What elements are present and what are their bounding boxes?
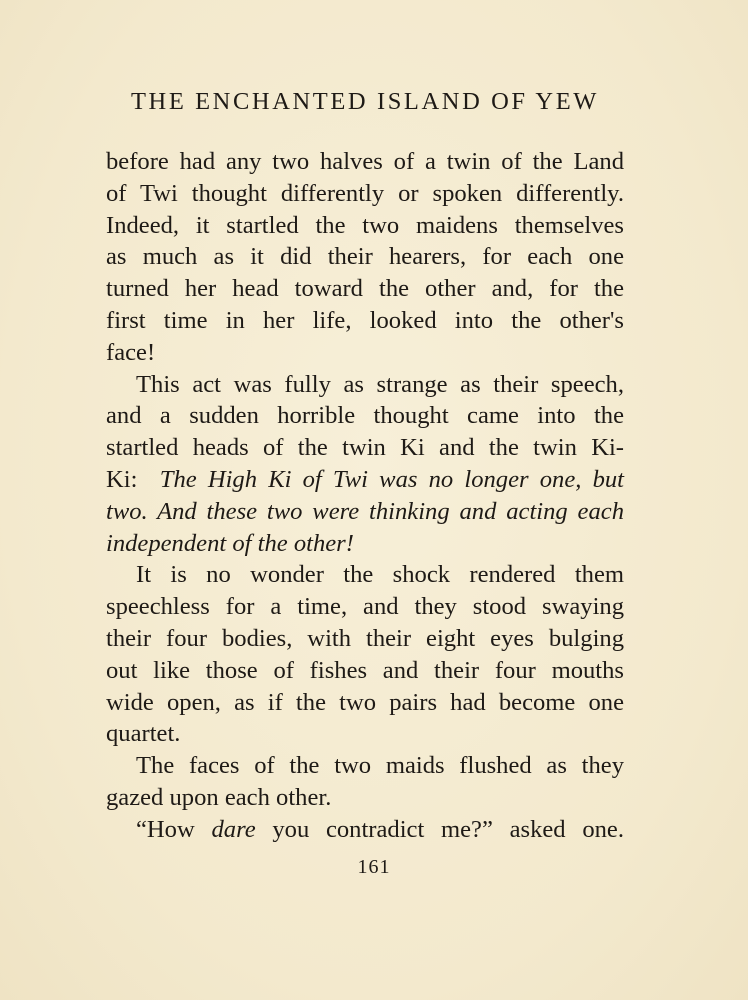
text-line: It is no wonder the shock rendered them (136, 561, 624, 589)
text-line: startled heads of the twin Ki and the twin Ki- (106, 434, 624, 462)
text-line: their four bodies, with their eight eyes bulging (106, 624, 624, 652)
text-fragment: Ki: (106, 465, 138, 493)
text-line (106, 814, 624, 846)
running-head: THE ENCHANTED ISLAND OF YEW (130, 88, 600, 115)
text-line: speechless for a time, and they stood swaying (106, 593, 624, 621)
text-line (106, 464, 624, 496)
text-line: first time in her life, looked into the other's (106, 306, 624, 334)
text-line: out like those of fishes and their four mouths (106, 656, 624, 684)
italic-text-line: independent of the other! (106, 529, 354, 557)
text-line: Indeed, it startled the two maidens themselves (106, 211, 624, 239)
text-line: turned her head toward the other and, for the (106, 275, 624, 303)
text-line: before had any two halves of a twin of the Land (106, 148, 624, 175)
italic-text-line: two. And these two were thinking and acting each (106, 497, 624, 525)
text-fragment: you contradict me?” asked one. (272, 815, 624, 843)
text-line: The faces of the two maids flushed as they (136, 752, 624, 780)
text-line: as much as it did their hearers, for each one (106, 243, 624, 271)
text-line: gazed upon each other. (106, 783, 332, 811)
text-line: quartet. (106, 720, 181, 748)
text-line: face! (106, 338, 156, 366)
italic-text: dare (211, 815, 256, 843)
text-line: This act was fully as strange as their speech, (136, 370, 624, 398)
body-text (106, 146, 624, 846)
text-fragment: “How (136, 815, 195, 843)
text-line: and a sudden horrible thought came into the (106, 402, 624, 430)
page-number: 161 (357, 856, 391, 878)
text-line: of Twi thought differently or spoken differently. (106, 179, 624, 207)
italic-text: The High Ki of Twi was no longer one, but (159, 465, 625, 493)
text-line: wide open, as if the two pairs had become one (106, 688, 624, 716)
